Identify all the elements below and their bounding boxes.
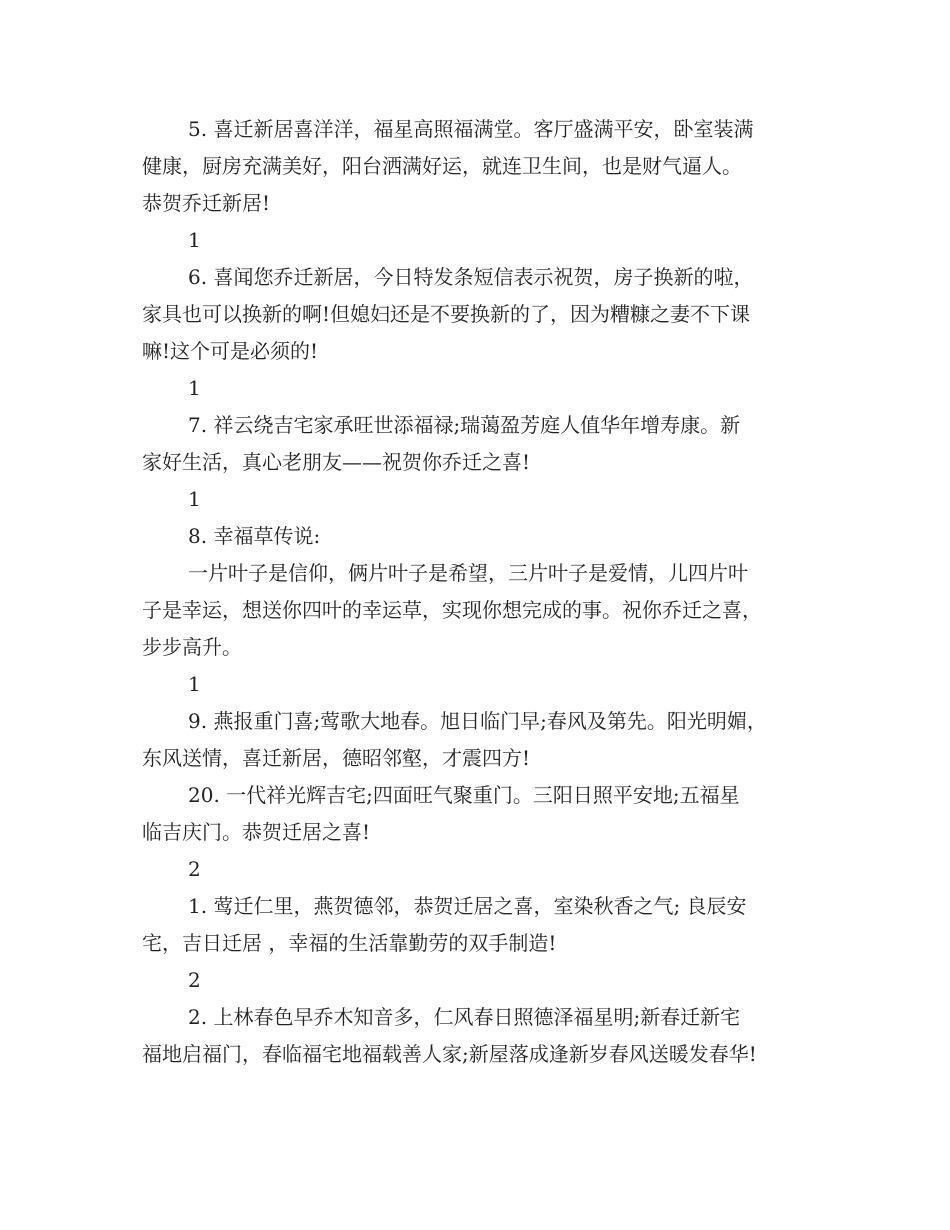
paragraph-line: 子是幸运，想送你四叶的幸运草，实现你想完成的事。祝你乔迁之喜， [142, 598, 762, 622]
paragraph-line: 恭贺乔迁新居! [142, 191, 271, 215]
paragraph-line: 福地启福门，春临福宅地福载善人家;新屋落成逢新岁春风送暖发春华! [142, 1042, 757, 1066]
page-marker: 1 [188, 672, 201, 696]
paragraph-line: 20. 一代祥光辉吉宅;四面旺气聚重门。三阳日照平安地;五福星 [188, 783, 740, 807]
paragraph-line: 6. 喜闻您乔迁新居，今日特发条短信表示祝贺，房子换新的啦， [188, 265, 754, 289]
paragraph-line: 家好生活，真心老朋友——祝贺你乔迁之喜! [142, 450, 531, 474]
paragraph-line: 家具也可以换新的啊!但媳妇还是不要换新的了，因为糟糠之妻不下课 [142, 302, 751, 326]
paragraph-line: 1. 莺迁仁里，燕贺德邻，恭贺迁居之喜，室染秋香之气; 良辰安 [188, 894, 747, 918]
page-marker: 1 [188, 376, 201, 400]
document-body [142, 111, 822, 1073]
paragraph-line: 宅，吉日迁居 ，幸福的生活靠勤劳的双手制造! [142, 931, 557, 955]
paragraph-line: 2. 上林春色早乔木知音多，仁风春日照德泽福星明;新春迁新宅 [188, 1005, 741, 1029]
paragraph-line: 东风送情，喜迁新居，德昭邻壑，才震四方! [142, 746, 531, 770]
paragraph-line: 5. 喜迁新居喜洋洋，福星高照福满堂。客厅盛满平安，卧室装满 [188, 117, 754, 141]
paragraph-line: 8. 幸福草传说: [188, 524, 321, 548]
page-marker: 1 [188, 228, 201, 252]
paragraph-line: 一片叶子是信仰，俩片叶子是希望，三片叶子是爱情，儿四片叶 [188, 561, 748, 585]
paragraph-line: 临吉庆门。恭贺迁居之喜! [142, 820, 371, 844]
paragraph-line: 7. 祥云绕吉宅家承旺世添福禄;瑞蔼盈芳庭人值华年增寿康。新 [188, 413, 741, 437]
page-marker: 1 [188, 487, 201, 511]
paragraph-line: 健康，厨房充满美好，阳台洒满好运，就连卫生间，也是财气逼人。 [142, 154, 742, 178]
paragraph-line: 嘛!这个可是必须的! [142, 339, 319, 363]
page-marker: 2 [188, 857, 201, 881]
page-marker: 2 [188, 968, 201, 992]
paragraph-line: 9. 燕报重门喜;莺歌大地春。旭日临门早;春风及第先。阳光明媚， [188, 709, 767, 733]
paragraph-line: 步步高升。 [142, 635, 242, 659]
